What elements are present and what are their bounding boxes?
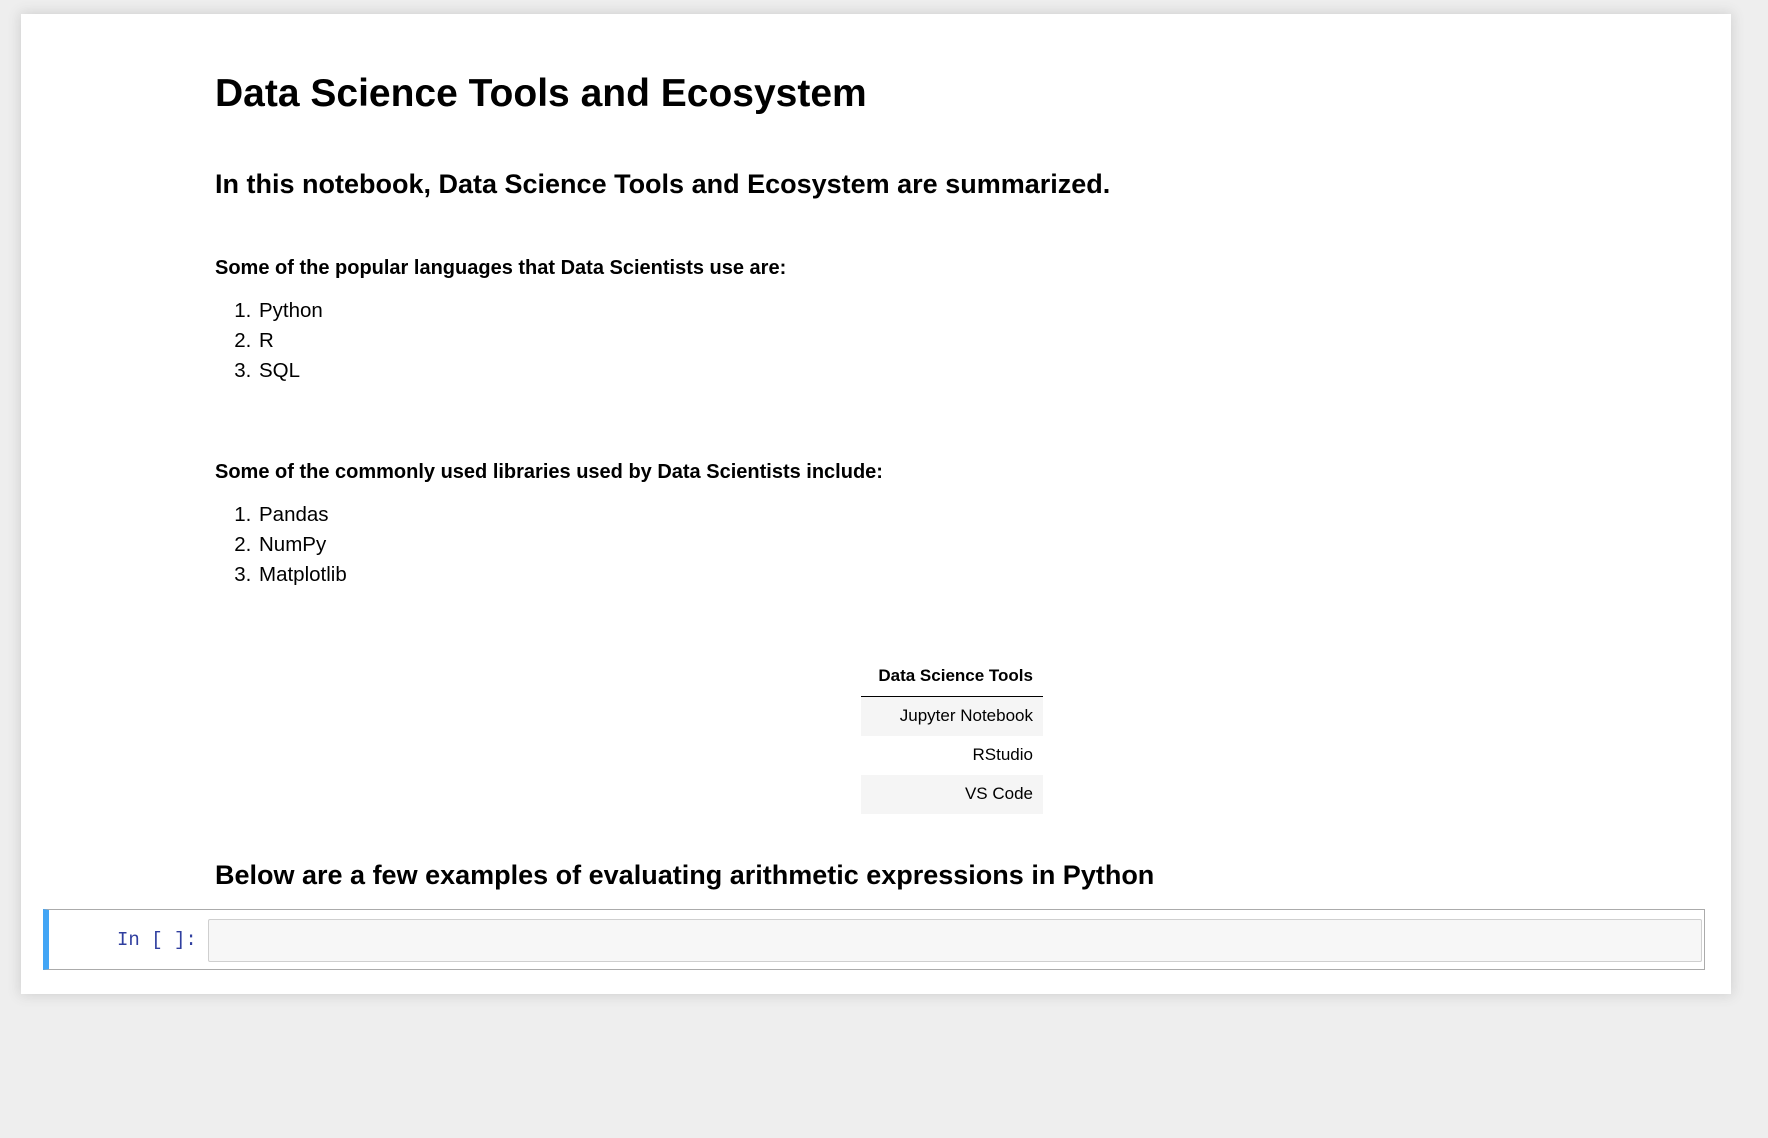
cell-prompt: In [ ]: <box>117 929 197 951</box>
notebook-page <box>21 14 1731 994</box>
list-item: 1. Python <box>257 296 1615 326</box>
libraries-heading: Some of the commonly used libraries used by Data Scientists include: <box>215 461 883 483</box>
code-input[interactable] <box>208 919 1702 962</box>
table-header-row <box>861 654 1043 697</box>
notebook-intro-heading: In this notebook, Data Science Tools and Ecosystem are summarized. <box>215 169 1111 199</box>
list-item: 3. SQL <box>257 356 1615 386</box>
table-cell: VS Code <box>861 775 1043 814</box>
arithmetic-heading: Below are a few examples of evaluating arithmetic expressions in Python <box>215 860 1155 890</box>
table-header-cell: Data Science Tools <box>861 654 1043 697</box>
list-item: 1. Pandas <box>257 500 1615 530</box>
list-item: 2. R <box>257 326 1615 356</box>
table-row <box>861 775 1043 814</box>
table-row <box>861 736 1043 775</box>
languages-heading: Some of the popular languages that Data Scientists use are: <box>215 257 787 279</box>
languages-section <box>215 257 1615 386</box>
list-item: 3. Matplotlib <box>257 560 1615 590</box>
tools-table-wrapper <box>861 654 1043 814</box>
page-title: Data Science Tools and Ecosystem <box>215 72 867 115</box>
table-row <box>861 697 1043 737</box>
tools-table <box>861 654 1043 814</box>
table-cell: Jupyter Notebook <box>861 697 1043 737</box>
libraries-list <box>215 500 1615 590</box>
table-cell: RStudio <box>972 745 1033 764</box>
languages-list <box>215 296 1615 386</box>
list-item: 2. NumPy <box>257 530 1615 560</box>
libraries-section <box>215 461 1615 590</box>
code-cell[interactable] <box>43 909 1705 970</box>
